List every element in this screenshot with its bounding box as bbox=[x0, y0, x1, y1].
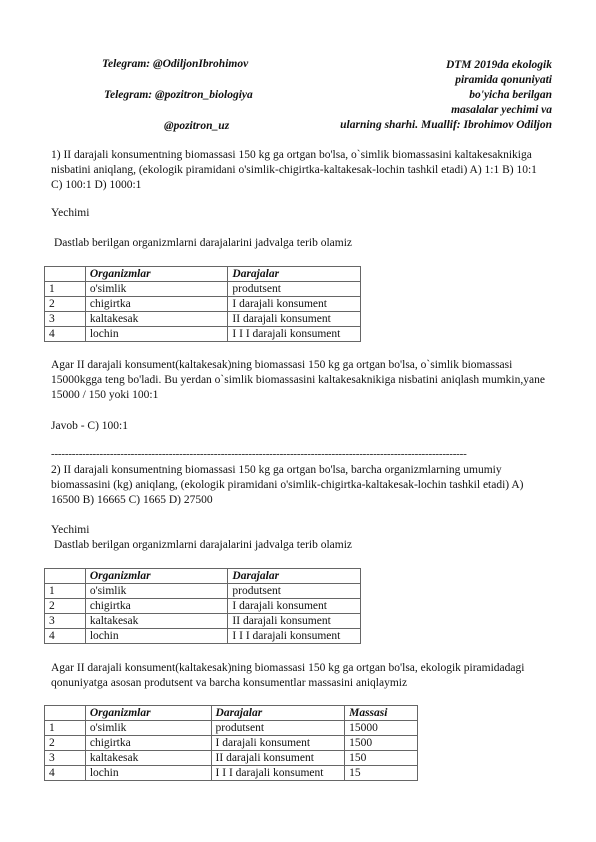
table-row bbox=[45, 629, 361, 644]
title-line: bo'yicha berilgan bbox=[469, 89, 552, 101]
table-header-cell: Organizmlar bbox=[85, 706, 211, 721]
explanation-2: Agar II darajali konsument(kaltakesak)ning biomassasi 150 kg ga ortgan bo'lsa, ekologik piramidadagi qonuniyatga asosan produtsent va barcha konsumentlar massasini aniqlaymiz bbox=[51, 662, 525, 689]
table-cell: II darajali konsument bbox=[211, 751, 345, 766]
table-cell: 1500 bbox=[345, 736, 418, 751]
table-header-cell: Organizmlar bbox=[85, 267, 228, 282]
table-cell: I I I darajali konsument bbox=[228, 629, 361, 644]
table-cell: II darajali konsument bbox=[228, 312, 361, 327]
solution-intro-2: Dastlab berilgan organizmlarni darajalarini jadvalga terib olamiz bbox=[54, 539, 353, 551]
table-cell: 2 bbox=[45, 736, 86, 751]
table-cell: 150 bbox=[345, 751, 418, 766]
table-cell: o'simlik bbox=[85, 584, 228, 599]
table-cell: kaltakesak bbox=[85, 614, 228, 629]
table-cell: 2 bbox=[45, 297, 86, 312]
table-cell: 15 bbox=[345, 766, 418, 781]
table-cell: 2 bbox=[45, 599, 86, 614]
table-cell: lochin bbox=[85, 327, 228, 342]
title-line: masalalar yechimi va bbox=[451, 104, 552, 116]
table-cell: o'simlik bbox=[85, 282, 228, 297]
title-line: DTM 2019da ekologik bbox=[445, 59, 552, 71]
table-header-cell: Darajalar bbox=[228, 267, 361, 282]
table-cell: chigirtka bbox=[85, 297, 228, 312]
table-row bbox=[45, 327, 361, 342]
table-header-cell: Organizmlar bbox=[85, 569, 228, 584]
title-line: piramida qonuniyati bbox=[455, 74, 552, 86]
telegram-handle-2: Telegram: @pozitron_biologiya bbox=[104, 89, 253, 101]
table-cell: 1 bbox=[45, 282, 86, 297]
section-separator: ------------------------------------------------------------------------------------------------------------------------ bbox=[51, 448, 467, 460]
question-1: 1) II darajali konsumentning biomassasi 150 kg ga ortgan bo'lsa, o`simlik biomassasini kaltakesaknikiga nisbatini aniqlang, (ekologik piramidani o'simlik-chigirtka-kaltakesak-lochin tashkil etadi) A) 1:1 B) 10:1 C) 100:1 D) 1000:1 bbox=[51, 149, 537, 191]
table-cell: lochin bbox=[85, 629, 228, 644]
solution-label-1: Yechimi bbox=[51, 207, 90, 219]
table-cell: II darajali konsument bbox=[228, 614, 361, 629]
table-row bbox=[45, 297, 361, 312]
table-cell: I darajali konsument bbox=[228, 599, 361, 614]
table-cell: 3 bbox=[45, 751, 86, 766]
table-cell: 15000 bbox=[345, 721, 418, 736]
question-2: 2) II darajali konsumentning biomassasi 150 kg ga ortgan bo'lsa, barcha organizmlarning umumiy biomassasini (kg) aniqlang, (ekologik piramidani o'simlik-chigirtka-kaltakesak-lochin tashkil etadi) A) 16500 B) 16665 C) 1665 D) 27500 bbox=[51, 464, 524, 506]
table-row bbox=[45, 721, 418, 736]
table-cell: 1 bbox=[45, 721, 86, 736]
telegram-handle-3: @pozitron_uz bbox=[164, 120, 230, 132]
table-cell: I I I darajali konsument bbox=[211, 766, 345, 781]
table-row bbox=[45, 614, 361, 629]
table-cell: 3 bbox=[45, 312, 86, 327]
table-header-cell bbox=[45, 267, 86, 282]
table-cell: 1 bbox=[45, 584, 86, 599]
table-cell: produtsent bbox=[211, 721, 345, 736]
table-header-row bbox=[45, 706, 418, 721]
table-row bbox=[45, 736, 418, 751]
table-cell: lochin bbox=[85, 766, 211, 781]
explanation-1: Agar II darajali konsument(kaltakesak)ning biomassasi 150 kg ga ortgan bo'lsa, o`simlik biomassasi 15000kgga teng bo'ladi. Bu yerdan o`simlik biomassasini kaltakesaknikiga nisbatini aniqlash mumkin,yane 15000 / 150 yoki 100:1 bbox=[51, 359, 545, 401]
table-row bbox=[45, 282, 361, 297]
solution-intro-1: Dastlab berilgan organizmlarni darajalarini jadvalga terib olamiz bbox=[54, 237, 353, 249]
mass-table bbox=[44, 705, 418, 781]
table-cell: 4 bbox=[45, 327, 86, 342]
table-header-cell bbox=[45, 706, 86, 721]
table-header-cell bbox=[45, 569, 86, 584]
table-row bbox=[45, 751, 418, 766]
telegram-handle-1: Telegram: @OdiljonIbrohimov bbox=[102, 58, 249, 70]
table-cell: kaltakesak bbox=[85, 312, 228, 327]
table-cell: I I I darajali konsument bbox=[228, 327, 361, 342]
table-cell: produtsent bbox=[228, 282, 361, 297]
table-header-cell: Massasi bbox=[345, 706, 418, 721]
document-title bbox=[340, 58, 552, 133]
table-cell: kaltakesak bbox=[85, 751, 211, 766]
table-header-row bbox=[45, 267, 361, 282]
table-header-row bbox=[45, 569, 361, 584]
title-author-line: ularning sharhi. Muallif: Ibrohimov Odiljon bbox=[340, 119, 552, 131]
table-cell: o'simlik bbox=[85, 721, 211, 736]
levels-table-2 bbox=[44, 568, 361, 644]
table-header-cell: Darajalar bbox=[228, 569, 361, 584]
table-row bbox=[45, 312, 361, 327]
table-cell: 4 bbox=[45, 629, 86, 644]
table-cell: 3 bbox=[45, 614, 86, 629]
table-cell: produtsent bbox=[228, 584, 361, 599]
table-row bbox=[45, 584, 361, 599]
table-row bbox=[45, 766, 418, 781]
table-row bbox=[45, 599, 361, 614]
answer-1: Javob - C) 100:1 bbox=[51, 420, 128, 432]
table-cell: I darajali konsument bbox=[228, 297, 361, 312]
levels-table-1 bbox=[44, 266, 361, 342]
table-cell: I darajali konsument bbox=[211, 736, 345, 751]
solution-label-2: Yechimi bbox=[51, 524, 90, 536]
table-cell: 4 bbox=[45, 766, 86, 781]
table-cell: chigirtka bbox=[85, 736, 211, 751]
table-cell: chigirtka bbox=[85, 599, 228, 614]
table-header-cell: Darajalar bbox=[211, 706, 345, 721]
